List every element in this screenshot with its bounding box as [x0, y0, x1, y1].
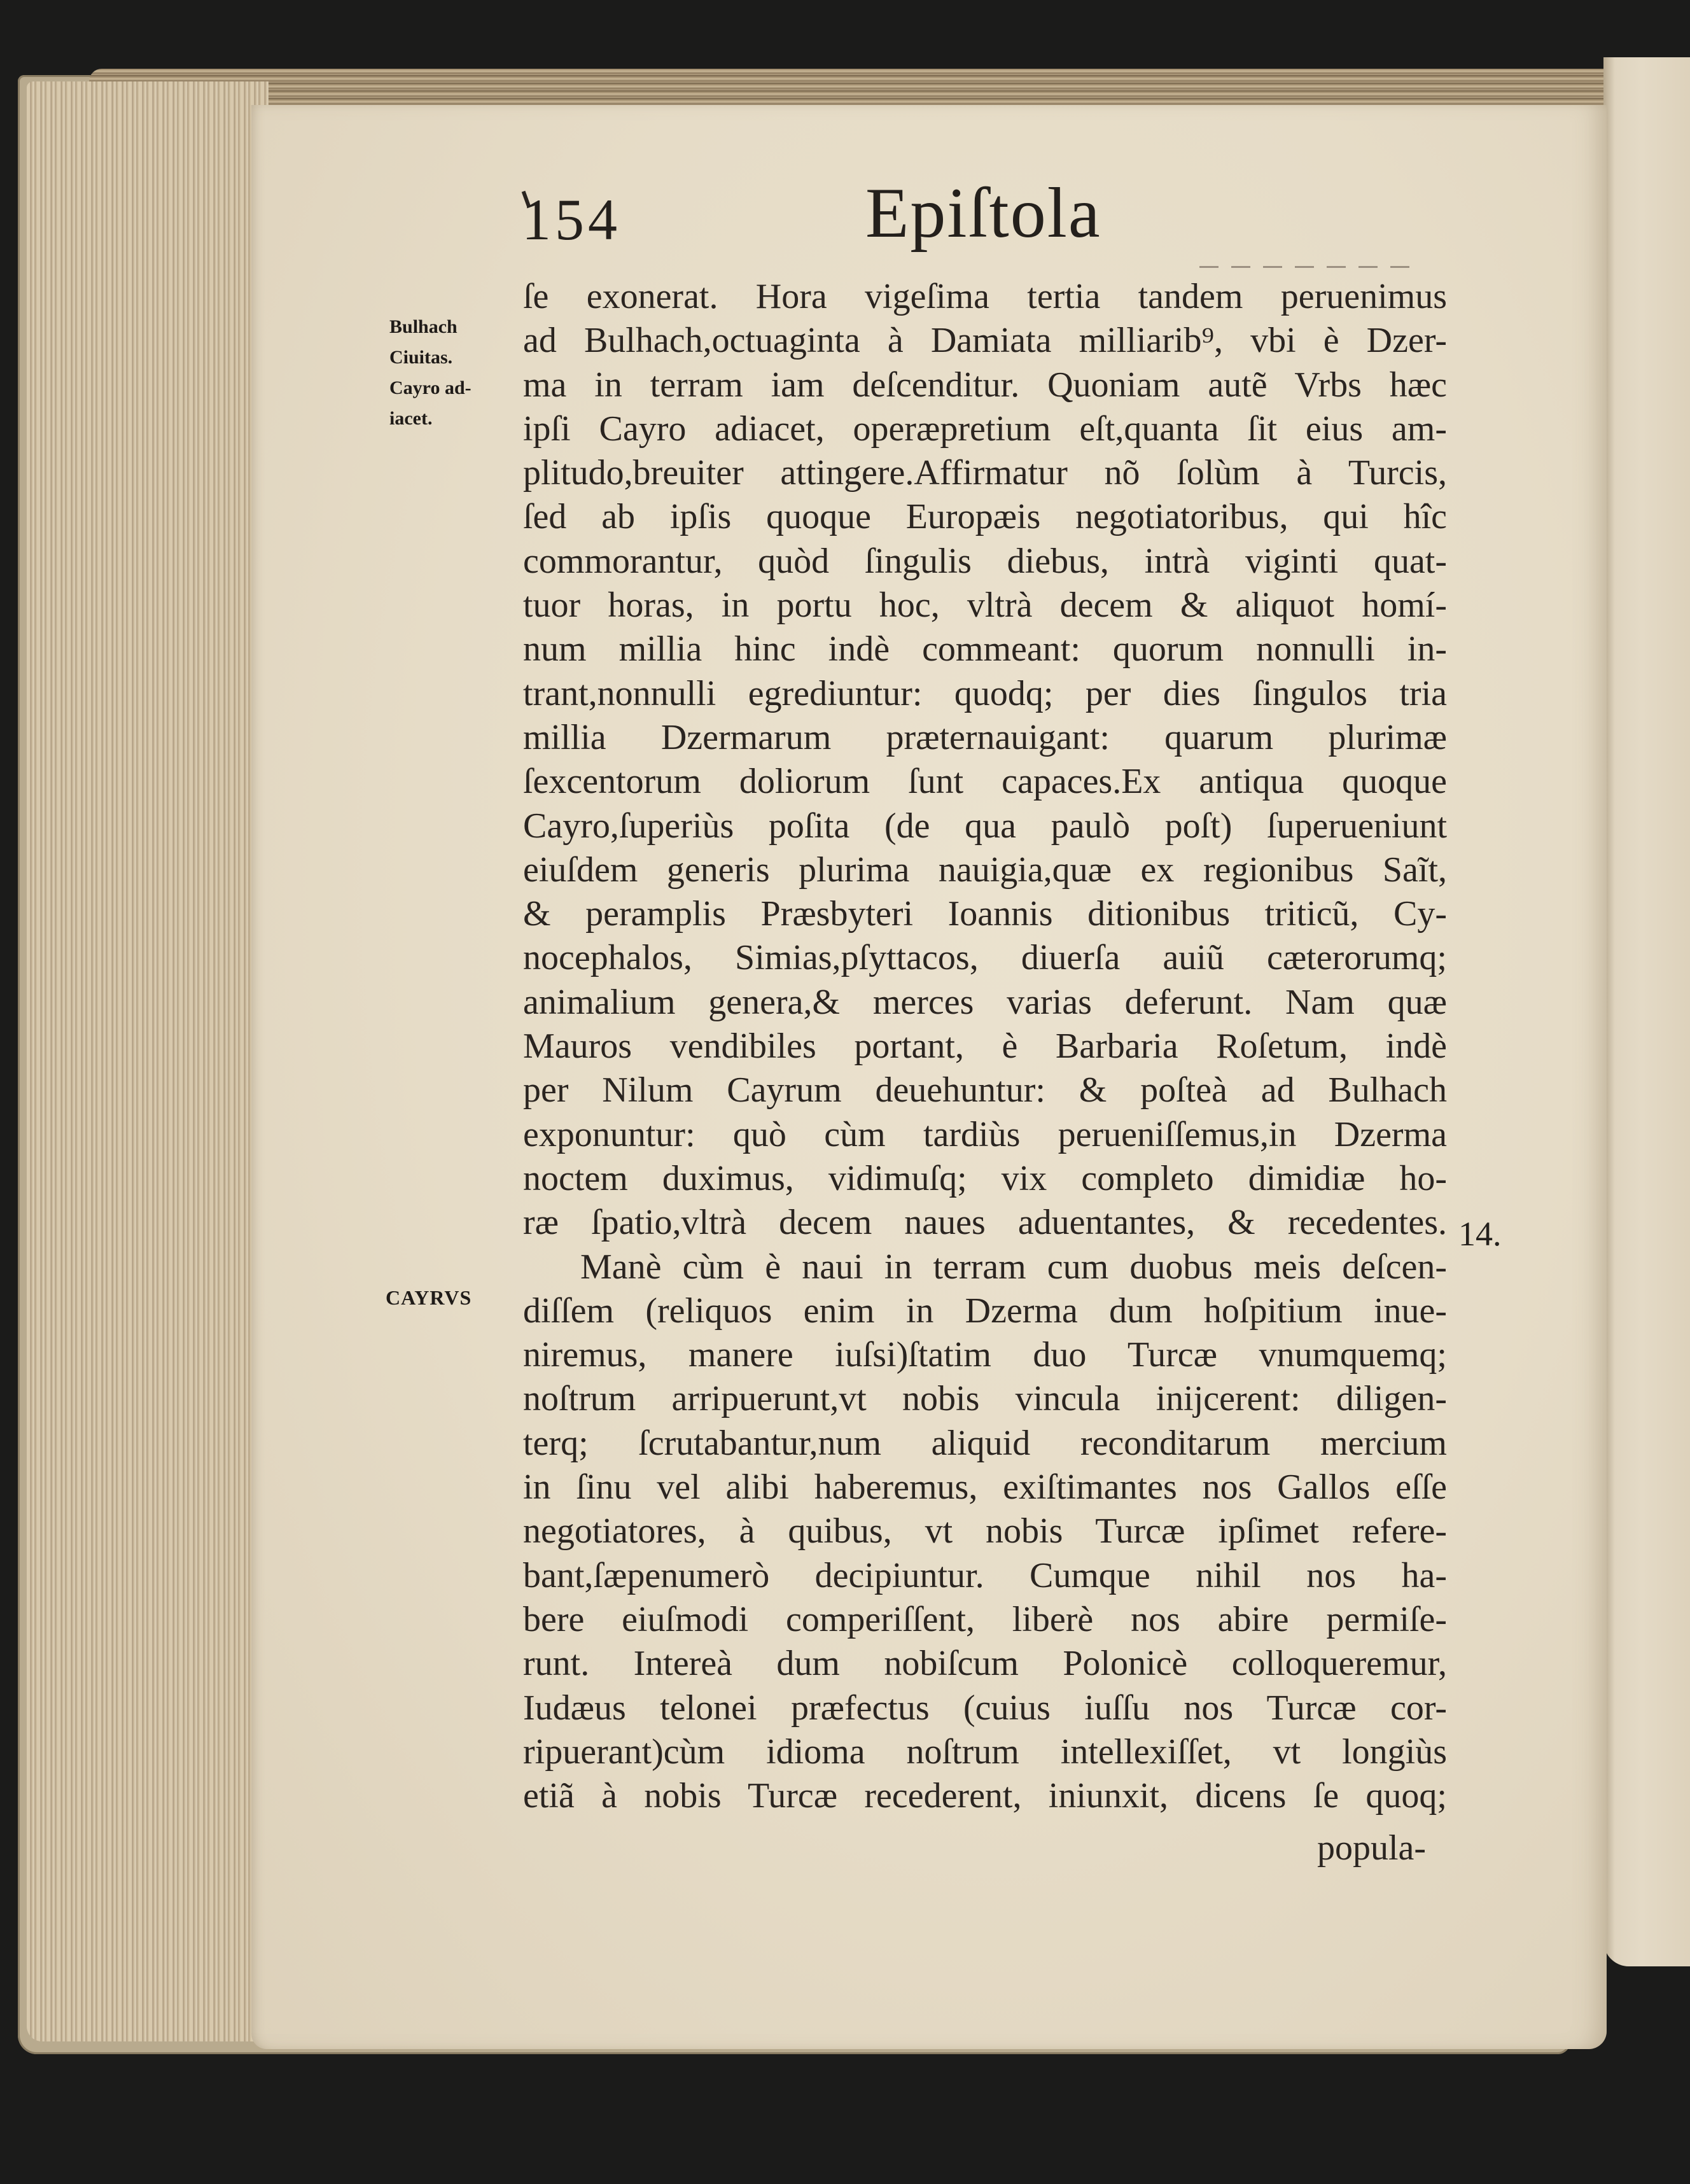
text-line: animalium genera,& merces varias deferunt. Nam quæ — [523, 982, 1447, 1022]
margin-note-cayrus: CAYRVS — [386, 1286, 472, 1309]
section-number: 14. — [1458, 1215, 1502, 1253]
page-title: Epiſtola — [865, 174, 1101, 253]
header-rule — [1199, 266, 1409, 268]
text-line: plitudo,breuiter attingere.Affirmatur nõ ſolùm à Turcis, — [523, 453, 1447, 493]
margin-note-line: Bulhach — [389, 316, 457, 337]
text-line: ma in terram iam deſcenditur. Quoniam autẽ Vrbs hæc — [523, 365, 1447, 405]
text-line: ræ ſpatio,vltrà decem naues aduentantes, & recedentes. — [523, 1203, 1447, 1243]
text-line: in ſinu vel alibi haberemus, exiſtimantes nos Gallos eſſe — [523, 1467, 1447, 1508]
text-line: ſexcentorum doliorum ſunt capaces.Ex antiqua quoque — [523, 762, 1447, 802]
text-line: runt. Intereà dum nobiſcum Polonicè colloqueremur, — [523, 1644, 1447, 1684]
text-line-paragraph-start: Manè cùm è naui in terram cum duobus meis deſcen- — [580, 1247, 1447, 1287]
text-line: Cayro,ſuperiùs poſita (de qua paulò poſt) ſuperueniunt — [523, 806, 1447, 846]
text-line: negotiatores, à quibus, vt nobis Turcæ ipſimet refere- — [523, 1511, 1447, 1551]
text-line: noſtrum arripuerunt,vt nobis vincula inijcerent: diligen- — [523, 1379, 1447, 1419]
book-page-stack — [27, 81, 269, 2041]
text-line: nocephalos, Simias,pſyttacos, diuerſa auiũ cæterorumq; — [523, 938, 1447, 978]
text-line: Mauros vendibiles portant, è Barbaria Roſetum, indè — [523, 1026, 1447, 1067]
text-line: ipſi Cayro adiacet, operæpretium eſt,quanta ſit eius am- — [523, 409, 1447, 449]
text-line: ripuerant)cùm idioma noſtrum intellexiſſet, vt longiùs — [523, 1732, 1447, 1772]
text-line: ſed ab ipſis quoque Europæis negotiatoribus, qui hîc — [523, 497, 1447, 537]
margin-note-bulhach — [389, 312, 510, 434]
margin-note-line: Ciuitas. — [389, 347, 453, 368]
text-line: commorantur, quòd ſingulis diebus, intrà viginti quat- — [523, 541, 1447, 581]
text-line: tuor horas, in portu hoc, vltrà decem & aliquot homí- — [523, 585, 1447, 626]
text-line: niremus, manere iuſsi)ſtatim duo Turcæ vnumquemq; — [523, 1335, 1447, 1375]
running-head — [522, 172, 1451, 261]
text-line: diſſem (reliquos enim in Dzerma dum hoſpitium inue- — [523, 1291, 1447, 1331]
text-line: noctem duximus, vidimuſq; vix completo dimidiæ ho- — [523, 1158, 1447, 1198]
text-line: ſe exonerat. Hora vigeſima tertia tandem peruenimus — [523, 277, 1447, 316]
text-line: Iudæus telonei præfectus (cuius iuſſu nos Turcæ cor- — [523, 1688, 1447, 1728]
body-text — [523, 275, 1447, 1818]
text-line: ad Bulhach,octuaginta à Damiata milliarib⁹, vbi è Dzer- — [523, 321, 1447, 361]
text-line: num millia hinc indè commeant: quorum nonnulli in- — [523, 629, 1447, 669]
text-line: terq; ſcrutabantur,num aliquid reconditarum mercium — [523, 1423, 1447, 1463]
text-line: bere eiuſmodi comperiſſent, liberè nos abire permiſe- — [523, 1599, 1447, 1639]
text-line: trant,nonnulli egrediuntur: quodq; per dies ſingulos tria — [523, 673, 1447, 713]
text-line: exponuntur: quò cùm tardiùs perueniſſemus,in Dzerma — [523, 1114, 1447, 1154]
text-line: bant,ſæpenumerò decipiuntur. Cumque nihil nos ha- — [523, 1555, 1447, 1595]
text-line: etiã à nobis Turcæ recederent, iniunxit, dicens ſe quoq; — [523, 1776, 1447, 1816]
text-line: millia Dzermarum præternauigant: quarum plurimæ — [523, 717, 1447, 757]
text-line: eiuſdem generis plurima nauigia,quæ ex regionibus Saĩt, — [523, 850, 1447, 890]
catchword: popula- — [1317, 1828, 1427, 1868]
margin-note-line: iacet. — [389, 408, 433, 429]
page-number: 154 — [522, 187, 621, 252]
text-line: per Nilum Cayrum deuehuntur: & poſteà ad Bulhach — [523, 1070, 1447, 1110]
facing-page — [1603, 57, 1690, 1966]
margin-note-line: Cayro ad- — [389, 377, 471, 398]
text-line: & peramplis Præsbyteri Ioannis ditionibus triticũ, Cy- — [523, 894, 1447, 934]
